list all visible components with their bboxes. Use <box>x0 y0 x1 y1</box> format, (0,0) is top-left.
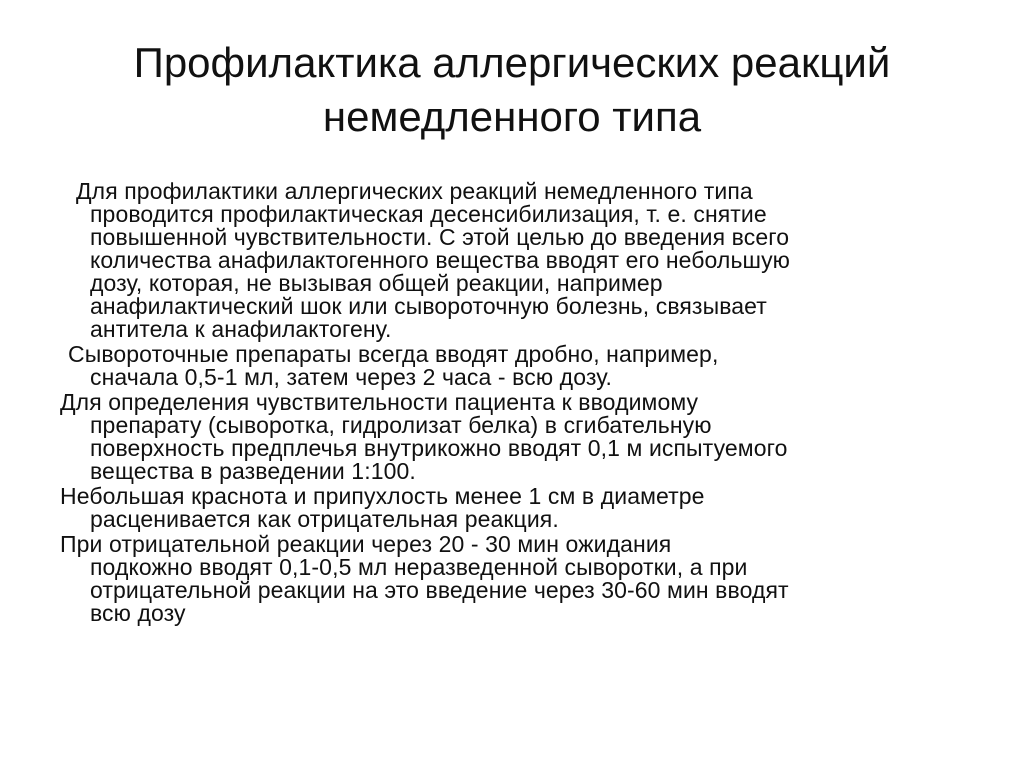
slide-body <box>60 180 980 627</box>
paragraph-line: подкожно вводят 0,1-0,5 мл неразведенной сыворотки, а при <box>90 554 748 580</box>
slide-title-line: Профилактика аллергических реакций <box>133 39 891 86</box>
paragraph-prophylaxis <box>60 180 980 341</box>
paragraph-line: отрицательной реакции на это введение через 30-60 мин вводят <box>90 577 789 603</box>
slide-title-line: немедленного типа <box>322 93 702 140</box>
paragraph-sensitivity-test <box>60 391 980 483</box>
paragraph-line: вещества в разведении 1:100. <box>90 458 416 484</box>
paragraph-line: анафилактический шок или сывороточную болезнь, связывает <box>90 293 767 319</box>
paragraph-line: Небольшая краснота и припухлость менее 1 см в диаметре <box>60 483 705 509</box>
paragraph-line: расценивается как отрицательная реакция. <box>90 506 559 532</box>
paragraph-line: дозу, которая, не вызывая общей реакции, например <box>90 270 663 296</box>
paragraph-line: При отрицательной реакции через 20 - 30 мин ожидания <box>60 531 672 557</box>
paragraph-line: проводится профилактическая десенсибилизация, т. е. снятие <box>90 201 767 227</box>
paragraph-line: антитела к анафилактогену. <box>90 316 392 342</box>
paragraph-line: сначала 0,5-1 мл, затем через 2 часа - всю дозу. <box>90 364 612 390</box>
paragraph-serum-dosing <box>60 343 980 389</box>
paragraph-line: количества анафилактогенного вещества вводят его небольшую <box>90 247 791 273</box>
slide-title <box>70 36 954 144</box>
paragraph-line: повышенной чувствительности. С этой целью до введения всего <box>90 224 790 250</box>
paragraph-subcutaneous-dosing <box>60 533 980 625</box>
paragraph-line: всю дозу <box>90 600 186 626</box>
paragraph-line: Для определения чувствительности пациента к вводимому <box>60 389 699 415</box>
paragraph-line: Для профилактики аллергических реакций немедленного типа <box>76 178 753 204</box>
paragraph-line: препарату (сыворотка, гидролизат белка) в сгибательную <box>90 412 712 438</box>
paragraph-negative-reaction <box>60 485 980 531</box>
paragraph-line: поверхность предплечья внутрикожно вводят 0,1 м испытуемого <box>90 435 788 461</box>
paragraph-line: Сывороточные препараты всегда вводят дробно, например, <box>68 341 719 367</box>
